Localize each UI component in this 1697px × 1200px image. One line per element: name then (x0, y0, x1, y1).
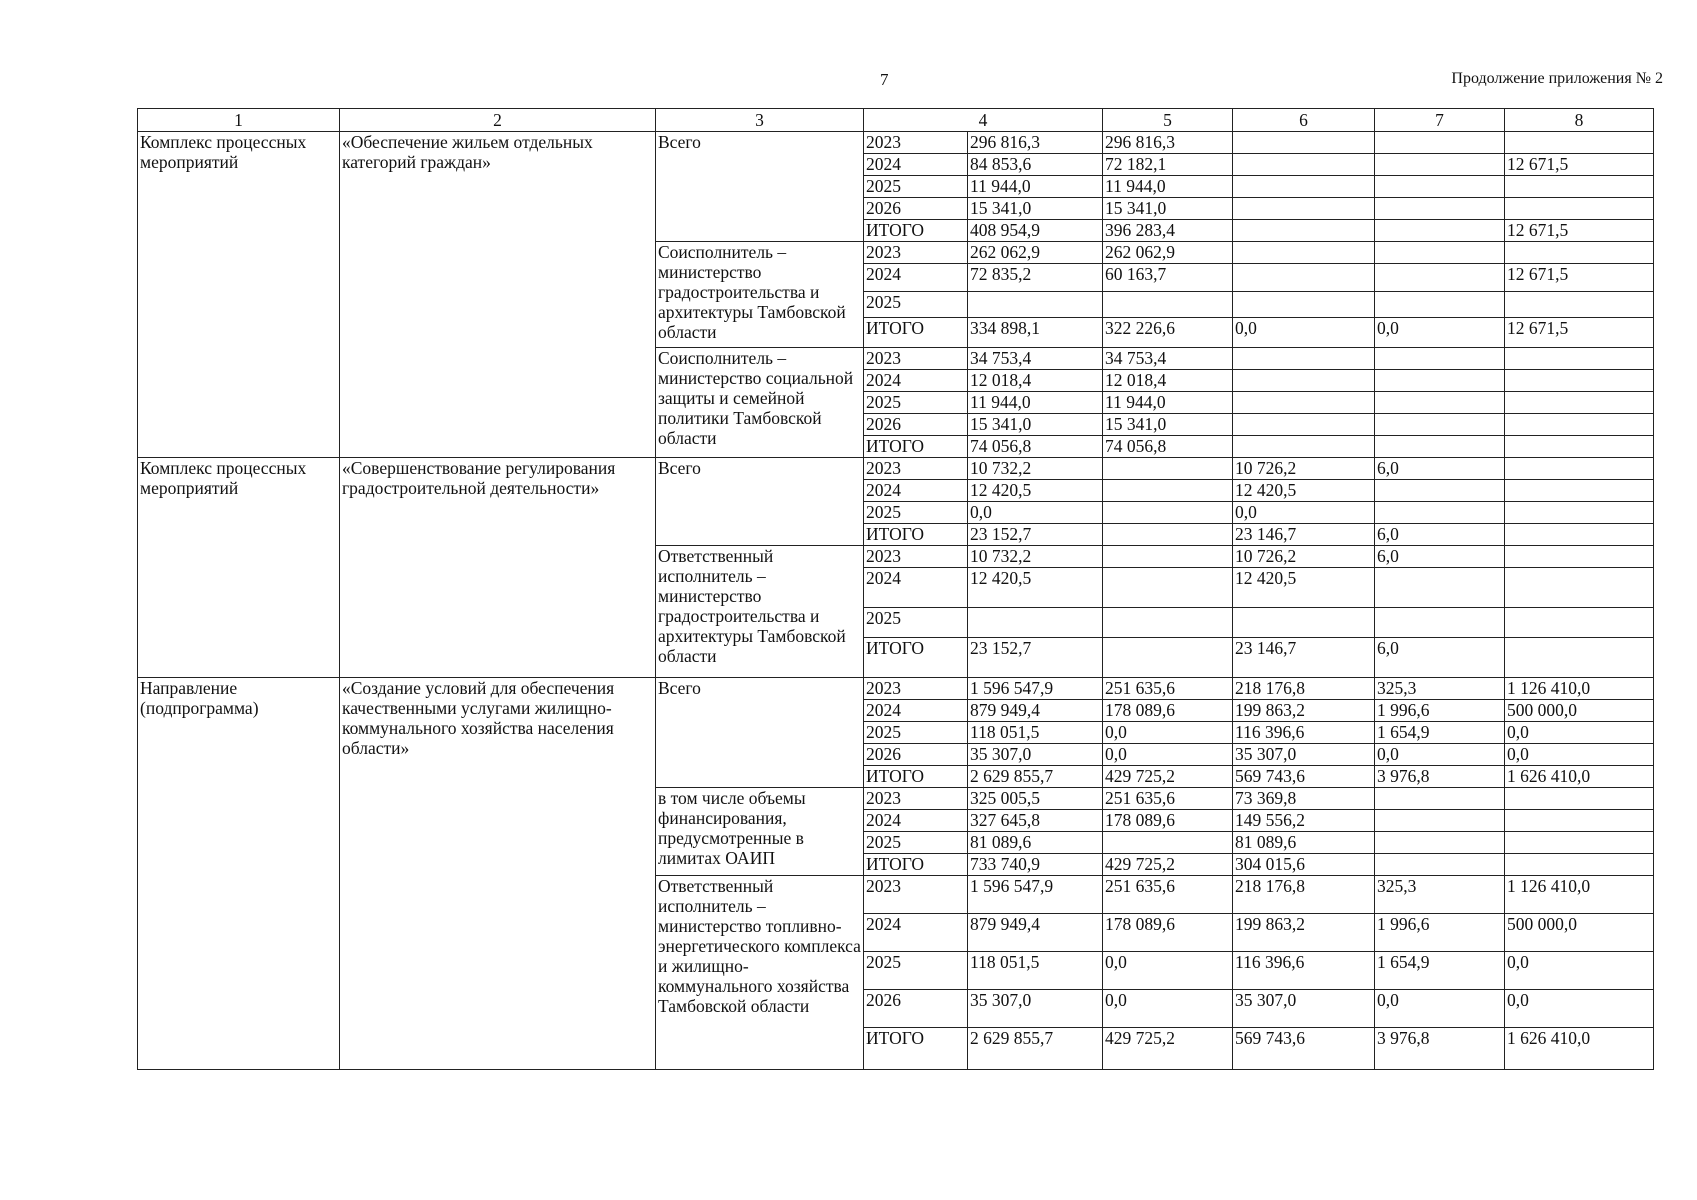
regional-budget-cell: 199 863,2 (1233, 914, 1375, 952)
extrabudgetary-cell (1505, 502, 1654, 524)
year-cell: 2024 (864, 154, 968, 176)
total-amount-cell: 10 732,2 (968, 458, 1103, 480)
total-amount-cell: 72 835,2 (968, 264, 1103, 292)
federal-budget-cell: 429 725,2 (1103, 1028, 1233, 1070)
column-header: 2 (340, 109, 656, 132)
column-header: 8 (1505, 109, 1654, 132)
federal-budget-cell: 429 725,2 (1103, 766, 1233, 788)
year-cell: 2025 (864, 176, 968, 198)
regional-budget-cell (1233, 220, 1375, 242)
regional-budget-cell: 35 307,0 (1233, 990, 1375, 1028)
total-amount-cell: 15 341,0 (968, 198, 1103, 220)
extrabudgetary-cell: 1 626 410,0 (1505, 766, 1654, 788)
federal-budget-cell (1103, 546, 1233, 568)
extrabudgetary-cell: 500 000,0 (1505, 914, 1654, 952)
federal-budget-cell: 11 944,0 (1103, 392, 1233, 414)
year-cell: 2023 (864, 678, 968, 700)
regional-budget-cell (1233, 608, 1375, 638)
federal-budget-cell: 429 725,2 (1103, 854, 1233, 876)
extrabudgetary-cell (1505, 810, 1654, 832)
federal-budget-cell: 178 089,6 (1103, 914, 1233, 952)
extrabudgetary-cell: 0,0 (1505, 722, 1654, 744)
regional-budget-cell: 10 726,2 (1233, 546, 1375, 568)
page-number: 7 (880, 70, 889, 89)
total-amount-cell: 1 596 547,9 (968, 876, 1103, 914)
year-cell: 2024 (864, 914, 968, 952)
total-amount-cell: 23 152,7 (968, 638, 1103, 678)
year-cell: 2024 (864, 700, 968, 722)
local-budget-cell: 6,0 (1375, 458, 1505, 480)
extrabudgetary-cell: 12 671,5 (1505, 264, 1654, 292)
local-budget-cell (1375, 264, 1505, 292)
total-amount-cell: 0,0 (968, 502, 1103, 524)
total-amount-cell: 2 629 855,7 (968, 1028, 1103, 1070)
year-cell: 2024 (864, 264, 968, 292)
local-budget-cell (1375, 348, 1505, 370)
regional-budget-cell (1233, 348, 1375, 370)
total-amount-cell (968, 608, 1103, 638)
local-budget-cell (1375, 292, 1505, 318)
appendix-note: Продолжение приложения № 2 (1451, 70, 1663, 87)
year-cell: 2026 (864, 744, 968, 766)
extrabudgetary-cell (1505, 524, 1654, 546)
extrabudgetary-cell: 1 626 410,0 (1505, 1028, 1654, 1070)
local-budget-cell: 6,0 (1375, 546, 1505, 568)
extrabudgetary-cell (1505, 198, 1654, 220)
column-header: 1 (138, 109, 340, 132)
year-cell: 2023 (864, 788, 968, 810)
local-budget-cell (1375, 854, 1505, 876)
executor-cell: Всего (656, 678, 864, 788)
federal-budget-cell: 296 816,3 (1103, 132, 1233, 154)
federal-budget-cell (1103, 832, 1233, 854)
local-budget-cell (1375, 810, 1505, 832)
federal-budget-cell (1103, 502, 1233, 524)
federal-budget-cell: 15 341,0 (1103, 198, 1233, 220)
regional-budget-cell: 73 369,8 (1233, 788, 1375, 810)
extrabudgetary-cell (1505, 458, 1654, 480)
extrabudgetary-cell (1505, 348, 1654, 370)
local-budget-cell: 325,3 (1375, 876, 1505, 914)
total-amount-cell: 35 307,0 (968, 990, 1103, 1028)
total-amount-cell: 23 152,7 (968, 524, 1103, 546)
federal-budget-cell (1103, 638, 1233, 678)
extrabudgetary-cell (1505, 608, 1654, 638)
local-budget-cell (1375, 414, 1505, 436)
federal-budget-cell (1103, 568, 1233, 608)
regional-budget-cell: 149 556,2 (1233, 810, 1375, 832)
local-budget-cell (1375, 154, 1505, 176)
total-amount-cell: 81 089,6 (968, 832, 1103, 854)
year-cell: ИТОГО (864, 220, 968, 242)
year-cell: ИТОГО (864, 766, 968, 788)
local-budget-cell (1375, 132, 1505, 154)
federal-budget-cell: 34 753,4 (1103, 348, 1233, 370)
local-budget-cell: 3 976,8 (1375, 1028, 1505, 1070)
federal-budget-cell: 396 283,4 (1103, 220, 1233, 242)
federal-budget-cell: 72 182,1 (1103, 154, 1233, 176)
year-cell: 2024 (864, 480, 968, 502)
extrabudgetary-cell (1505, 132, 1654, 154)
federal-budget-cell: 251 635,6 (1103, 678, 1233, 700)
year-cell: ИТОГО (864, 1028, 968, 1070)
column-header: 6 (1233, 109, 1375, 132)
regional-budget-cell (1233, 292, 1375, 318)
extrabudgetary-cell (1505, 176, 1654, 198)
total-amount-cell: 11 944,0 (968, 176, 1103, 198)
year-cell: ИТОГО (864, 524, 968, 546)
extrabudgetary-cell (1505, 788, 1654, 810)
federal-budget-cell: 178 089,6 (1103, 810, 1233, 832)
local-budget-cell: 1 654,9 (1375, 952, 1505, 990)
local-budget-cell (1375, 832, 1505, 854)
extrabudgetary-cell (1505, 854, 1654, 876)
local-budget-cell: 0,0 (1375, 318, 1505, 348)
year-cell: 2023 (864, 348, 968, 370)
regional-budget-cell: 569 743,6 (1233, 766, 1375, 788)
year-cell: 2024 (864, 568, 968, 608)
federal-budget-cell: 251 635,6 (1103, 876, 1233, 914)
extrabudgetary-cell (1505, 638, 1654, 678)
total-amount-cell: 325 005,5 (968, 788, 1103, 810)
local-budget-cell: 0,0 (1375, 744, 1505, 766)
regional-budget-cell: 23 146,7 (1233, 524, 1375, 546)
extrabudgetary-cell (1505, 370, 1654, 392)
local-budget-cell (1375, 608, 1505, 638)
regional-budget-cell: 116 396,6 (1233, 952, 1375, 990)
total-amount-cell: 35 307,0 (968, 744, 1103, 766)
total-amount-cell: 327 645,8 (968, 810, 1103, 832)
regional-budget-cell: 81 089,6 (1233, 832, 1375, 854)
table-body (138, 132, 1654, 1070)
total-amount-cell: 334 898,1 (968, 318, 1103, 348)
federal-budget-cell: 322 226,6 (1103, 318, 1233, 348)
total-amount-cell: 12 420,5 (968, 480, 1103, 502)
year-cell: 2023 (864, 458, 968, 480)
year-cell: 2025 (864, 608, 968, 638)
extrabudgetary-cell: 12 671,5 (1505, 318, 1654, 348)
local-budget-cell (1375, 370, 1505, 392)
extrabudgetary-cell: 1 126 410,0 (1505, 678, 1654, 700)
extrabudgetary-cell (1505, 480, 1654, 502)
regional-budget-cell (1233, 242, 1375, 264)
year-cell: 2025 (864, 292, 968, 318)
federal-budget-cell: 262 062,9 (1103, 242, 1233, 264)
total-amount-cell: 118 051,5 (968, 722, 1103, 744)
local-budget-cell (1375, 480, 1505, 502)
total-amount-cell: 879 949,4 (968, 700, 1103, 722)
regional-budget-cell: 10 726,2 (1233, 458, 1375, 480)
federal-budget-cell: 0,0 (1103, 722, 1233, 744)
extrabudgetary-cell: 12 671,5 (1505, 154, 1654, 176)
year-cell: 2025 (864, 722, 968, 744)
regional-budget-cell: 0,0 (1233, 318, 1375, 348)
measure-name-cell: «Совершенствование регулирования градостроительной деятельности» (340, 458, 656, 678)
local-budget-cell (1375, 436, 1505, 458)
extrabudgetary-cell: 0,0 (1505, 952, 1654, 990)
local-budget-cell (1375, 502, 1505, 524)
total-amount-cell: 34 753,4 (968, 348, 1103, 370)
local-budget-cell (1375, 198, 1505, 220)
federal-budget-cell: 251 635,6 (1103, 788, 1233, 810)
total-amount-cell (968, 292, 1103, 318)
local-budget-cell (1375, 220, 1505, 242)
year-cell: ИТОГО (864, 854, 968, 876)
year-cell: 2024 (864, 810, 968, 832)
regional-budget-cell (1233, 176, 1375, 198)
local-budget-cell: 1 654,9 (1375, 722, 1505, 744)
executor-cell: Соисполнитель – министерство социальной защиты и семейной политики Тамбовской области (656, 348, 864, 458)
regional-budget-cell (1233, 436, 1375, 458)
total-amount-cell: 1 596 547,9 (968, 678, 1103, 700)
year-cell: 2026 (864, 990, 968, 1028)
regional-budget-cell: 0,0 (1233, 502, 1375, 524)
measure-name-cell: «Обеспечение жильем отдельных категорий граждан» (340, 132, 656, 458)
extrabudgetary-cell: 1 126 410,0 (1505, 876, 1654, 914)
federal-budget-cell: 0,0 (1103, 990, 1233, 1028)
total-amount-cell: 12 420,5 (968, 568, 1103, 608)
year-cell: 2025 (864, 832, 968, 854)
executor-cell: Всего (656, 132, 864, 242)
local-budget-cell: 6,0 (1375, 524, 1505, 546)
year-cell: 2024 (864, 370, 968, 392)
year-cell: ИТОГО (864, 318, 968, 348)
local-budget-cell (1375, 788, 1505, 810)
local-budget-cell (1375, 568, 1505, 608)
year-cell: 2023 (864, 546, 968, 568)
total-amount-cell: 84 853,6 (968, 154, 1103, 176)
federal-budget-cell (1103, 458, 1233, 480)
total-amount-cell: 2 629 855,7 (968, 766, 1103, 788)
total-amount-cell: 262 062,9 (968, 242, 1103, 264)
year-cell: 2023 (864, 876, 968, 914)
measure-name-cell: «Создание условий для обеспечения качественными услугами жилищно-коммунального хозяйства населения области» (340, 678, 656, 1070)
federal-budget-cell: 178 089,6 (1103, 700, 1233, 722)
regional-budget-cell: 569 743,6 (1233, 1028, 1375, 1070)
year-cell: 2026 (864, 414, 968, 436)
year-cell: 2023 (864, 132, 968, 154)
federal-budget-cell: 74 056,8 (1103, 436, 1233, 458)
table-row (138, 678, 1654, 700)
local-budget-cell (1375, 392, 1505, 414)
total-amount-cell: 879 949,4 (968, 914, 1103, 952)
column-header: 7 (1375, 109, 1505, 132)
federal-budget-cell: 0,0 (1103, 744, 1233, 766)
total-amount-cell: 11 944,0 (968, 392, 1103, 414)
regional-budget-cell: 35 307,0 (1233, 744, 1375, 766)
year-cell: 2025 (864, 502, 968, 524)
extrabudgetary-cell (1505, 414, 1654, 436)
extrabudgetary-cell: 0,0 (1505, 744, 1654, 766)
year-cell: 2025 (864, 392, 968, 414)
regional-budget-cell: 199 863,2 (1233, 700, 1375, 722)
extrabudgetary-cell (1505, 832, 1654, 854)
regional-budget-cell (1233, 264, 1375, 292)
measure-type-cell: Направление (подпрограмма) (138, 678, 340, 1070)
regional-budget-cell: 23 146,7 (1233, 638, 1375, 678)
total-amount-cell: 12 018,4 (968, 370, 1103, 392)
federal-budget-cell: 0,0 (1103, 952, 1233, 990)
total-amount-cell: 296 816,3 (968, 132, 1103, 154)
column-header: 5 (1103, 109, 1233, 132)
regional-budget-cell (1233, 198, 1375, 220)
regional-budget-cell (1233, 154, 1375, 176)
column-header: 3 (656, 109, 864, 132)
federal-budget-cell (1103, 524, 1233, 546)
local-budget-cell: 6,0 (1375, 638, 1505, 678)
local-budget-cell: 1 996,6 (1375, 914, 1505, 952)
extrabudgetary-cell (1505, 392, 1654, 414)
regional-budget-cell: 304 015,6 (1233, 854, 1375, 876)
column-number-row (138, 109, 1654, 132)
executor-cell: Ответственный исполнитель – министерство градостроительства и архитектуры Тамбовской области (656, 546, 864, 678)
total-amount-cell: 733 740,9 (968, 854, 1103, 876)
local-budget-cell: 0,0 (1375, 990, 1505, 1028)
executor-cell: Соисполнитель – министерство градостроительства и архитектуры Тамбовской области (656, 242, 864, 348)
regional-budget-cell (1233, 370, 1375, 392)
executor-cell: Всего (656, 458, 864, 546)
extrabudgetary-cell: 0,0 (1505, 990, 1654, 1028)
total-amount-cell: 408 954,9 (968, 220, 1103, 242)
regional-budget-cell: 12 420,5 (1233, 480, 1375, 502)
federal-budget-cell: 60 163,7 (1103, 264, 1233, 292)
extrabudgetary-cell (1505, 546, 1654, 568)
table-row (138, 132, 1654, 154)
year-cell: 2025 (864, 952, 968, 990)
regional-budget-cell (1233, 414, 1375, 436)
regional-budget-cell: 12 420,5 (1233, 568, 1375, 608)
column-header: 4 (864, 109, 1103, 132)
regional-budget-cell (1233, 132, 1375, 154)
extrabudgetary-cell (1505, 436, 1654, 458)
extrabudgetary-cell (1505, 292, 1654, 318)
regional-budget-cell: 218 176,8 (1233, 876, 1375, 914)
local-budget-cell (1375, 176, 1505, 198)
local-budget-cell: 3 976,8 (1375, 766, 1505, 788)
extrabudgetary-cell: 12 671,5 (1505, 220, 1654, 242)
total-amount-cell: 15 341,0 (968, 414, 1103, 436)
executor-cell: Ответственный исполнитель – министерство топливно-энергетического комплекса и жилищно-коммунального хозяйства Тамбовской области (656, 876, 864, 1070)
federal-budget-cell (1103, 608, 1233, 638)
year-cell: 2026 (864, 198, 968, 220)
federal-budget-cell: 11 944,0 (1103, 176, 1233, 198)
total-amount-cell: 118 051,5 (968, 952, 1103, 990)
year-cell: ИТОГО (864, 436, 968, 458)
extrabudgetary-cell (1505, 242, 1654, 264)
executor-cell: в том числе объемы финансирования, предусмотренные в лимитах ОАИП (656, 788, 864, 876)
year-cell: 2023 (864, 242, 968, 264)
regional-budget-cell (1233, 392, 1375, 414)
total-amount-cell: 74 056,8 (968, 436, 1103, 458)
local-budget-cell: 1 996,6 (1375, 700, 1505, 722)
measure-type-cell: Комплекс процессных мероприятий (138, 132, 340, 458)
federal-budget-cell (1103, 480, 1233, 502)
federal-budget-cell: 12 018,4 (1103, 370, 1233, 392)
measure-type-cell: Комплекс процессных мероприятий (138, 458, 340, 678)
regional-budget-cell: 218 176,8 (1233, 678, 1375, 700)
funding-table (137, 108, 1654, 1070)
total-amount-cell: 10 732,2 (968, 546, 1103, 568)
table-row (138, 458, 1654, 480)
regional-budget-cell: 116 396,6 (1233, 722, 1375, 744)
local-budget-cell: 325,3 (1375, 678, 1505, 700)
federal-budget-cell: 15 341,0 (1103, 414, 1233, 436)
federal-budget-cell (1103, 292, 1233, 318)
local-budget-cell (1375, 242, 1505, 264)
extrabudgetary-cell: 500 000,0 (1505, 700, 1654, 722)
year-cell: ИТОГО (864, 638, 968, 678)
extrabudgetary-cell (1505, 568, 1654, 608)
